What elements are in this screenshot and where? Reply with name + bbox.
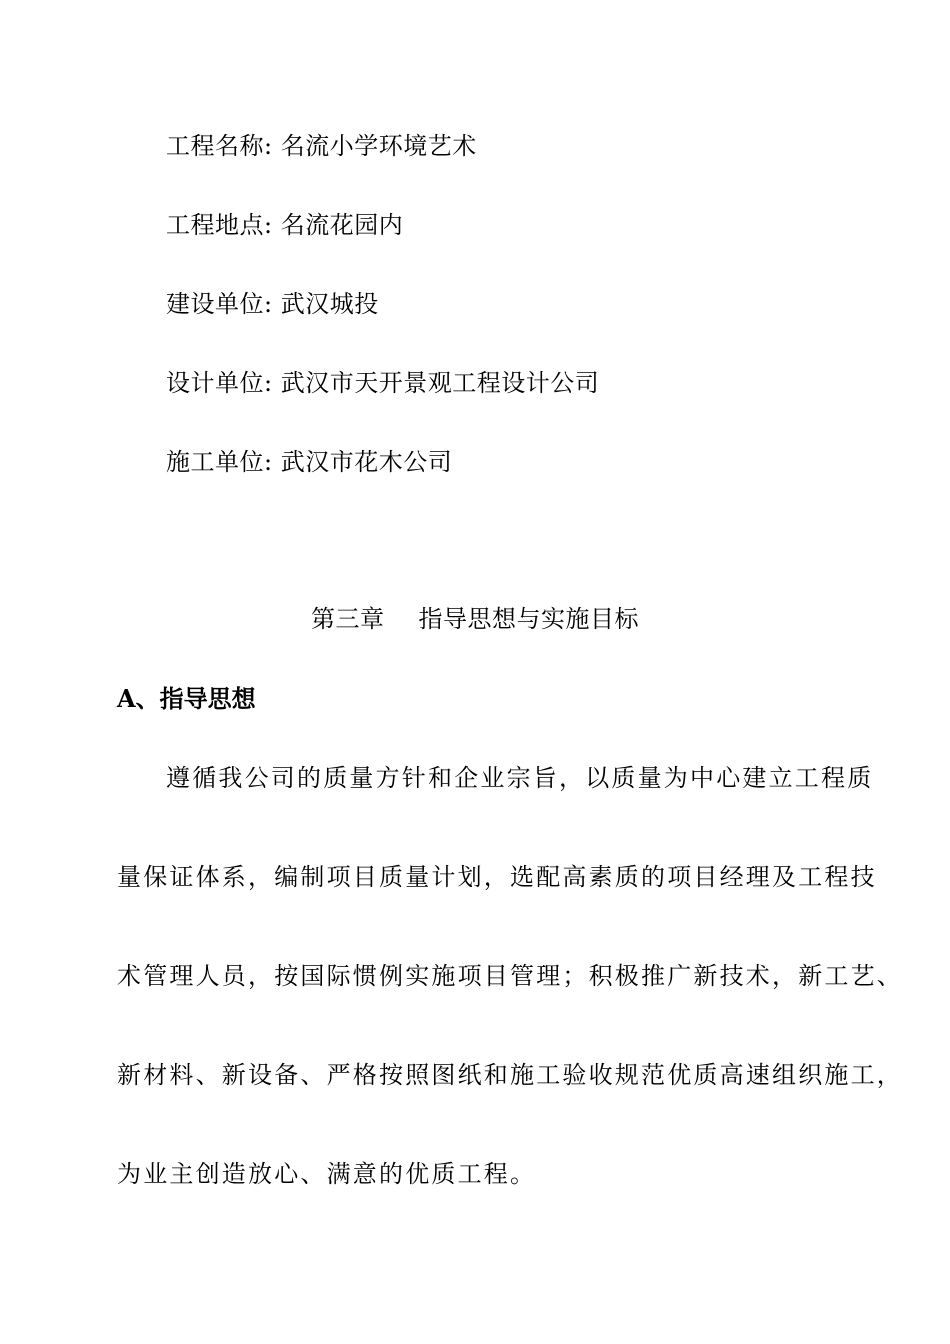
client-label: 建设单位: — [166, 290, 273, 318]
chapter-title: 指导思想与实施目标 — [418, 605, 639, 633]
paragraph-line: 为业主创造放心、满意的优质工程。 — [117, 1160, 537, 1188]
paragraph-line: 新材料、新设备、严格按照图纸和施工验收规范优质高速组织施工， — [117, 1061, 903, 1089]
project-location-value: 名流花园内 — [280, 211, 404, 239]
contractor-value: 武汉市花木公司 — [280, 448, 453, 476]
paragraph-line: 术管理人员，按国际惯例实施项目管理；积极推广新技术，新工艺、 — [117, 962, 903, 990]
paragraph-line: 遵循我公司的质量方针和企业宗旨，以质量为中心建立工程质 — [166, 764, 874, 792]
designer-label: 设计单位: — [166, 369, 273, 397]
client-value: 武汉城投 — [280, 290, 379, 318]
contractor-label: 施工单位: — [166, 448, 273, 476]
project-name-value: 名流小学环境艺术 — [280, 132, 477, 160]
designer-value: 武汉市天开景观工程设计公司 — [280, 369, 600, 397]
designer-line — [166, 367, 599, 399]
contractor-line — [166, 446, 452, 478]
project-name-label: 工程名称: — [166, 132, 273, 160]
project-name-line — [166, 130, 477, 162]
section-heading: A、指导思想 — [117, 684, 256, 713]
project-location-line — [166, 209, 403, 241]
chapter-number: 第三章 — [311, 605, 385, 633]
project-location-label: 工程地点: — [166, 211, 273, 239]
paragraph-line: 量保证体系，编制项目质量计划，选配高素质的项目经理及工程技 — [117, 863, 877, 891]
chapter-heading — [0, 603, 950, 635]
client-line — [166, 288, 379, 320]
